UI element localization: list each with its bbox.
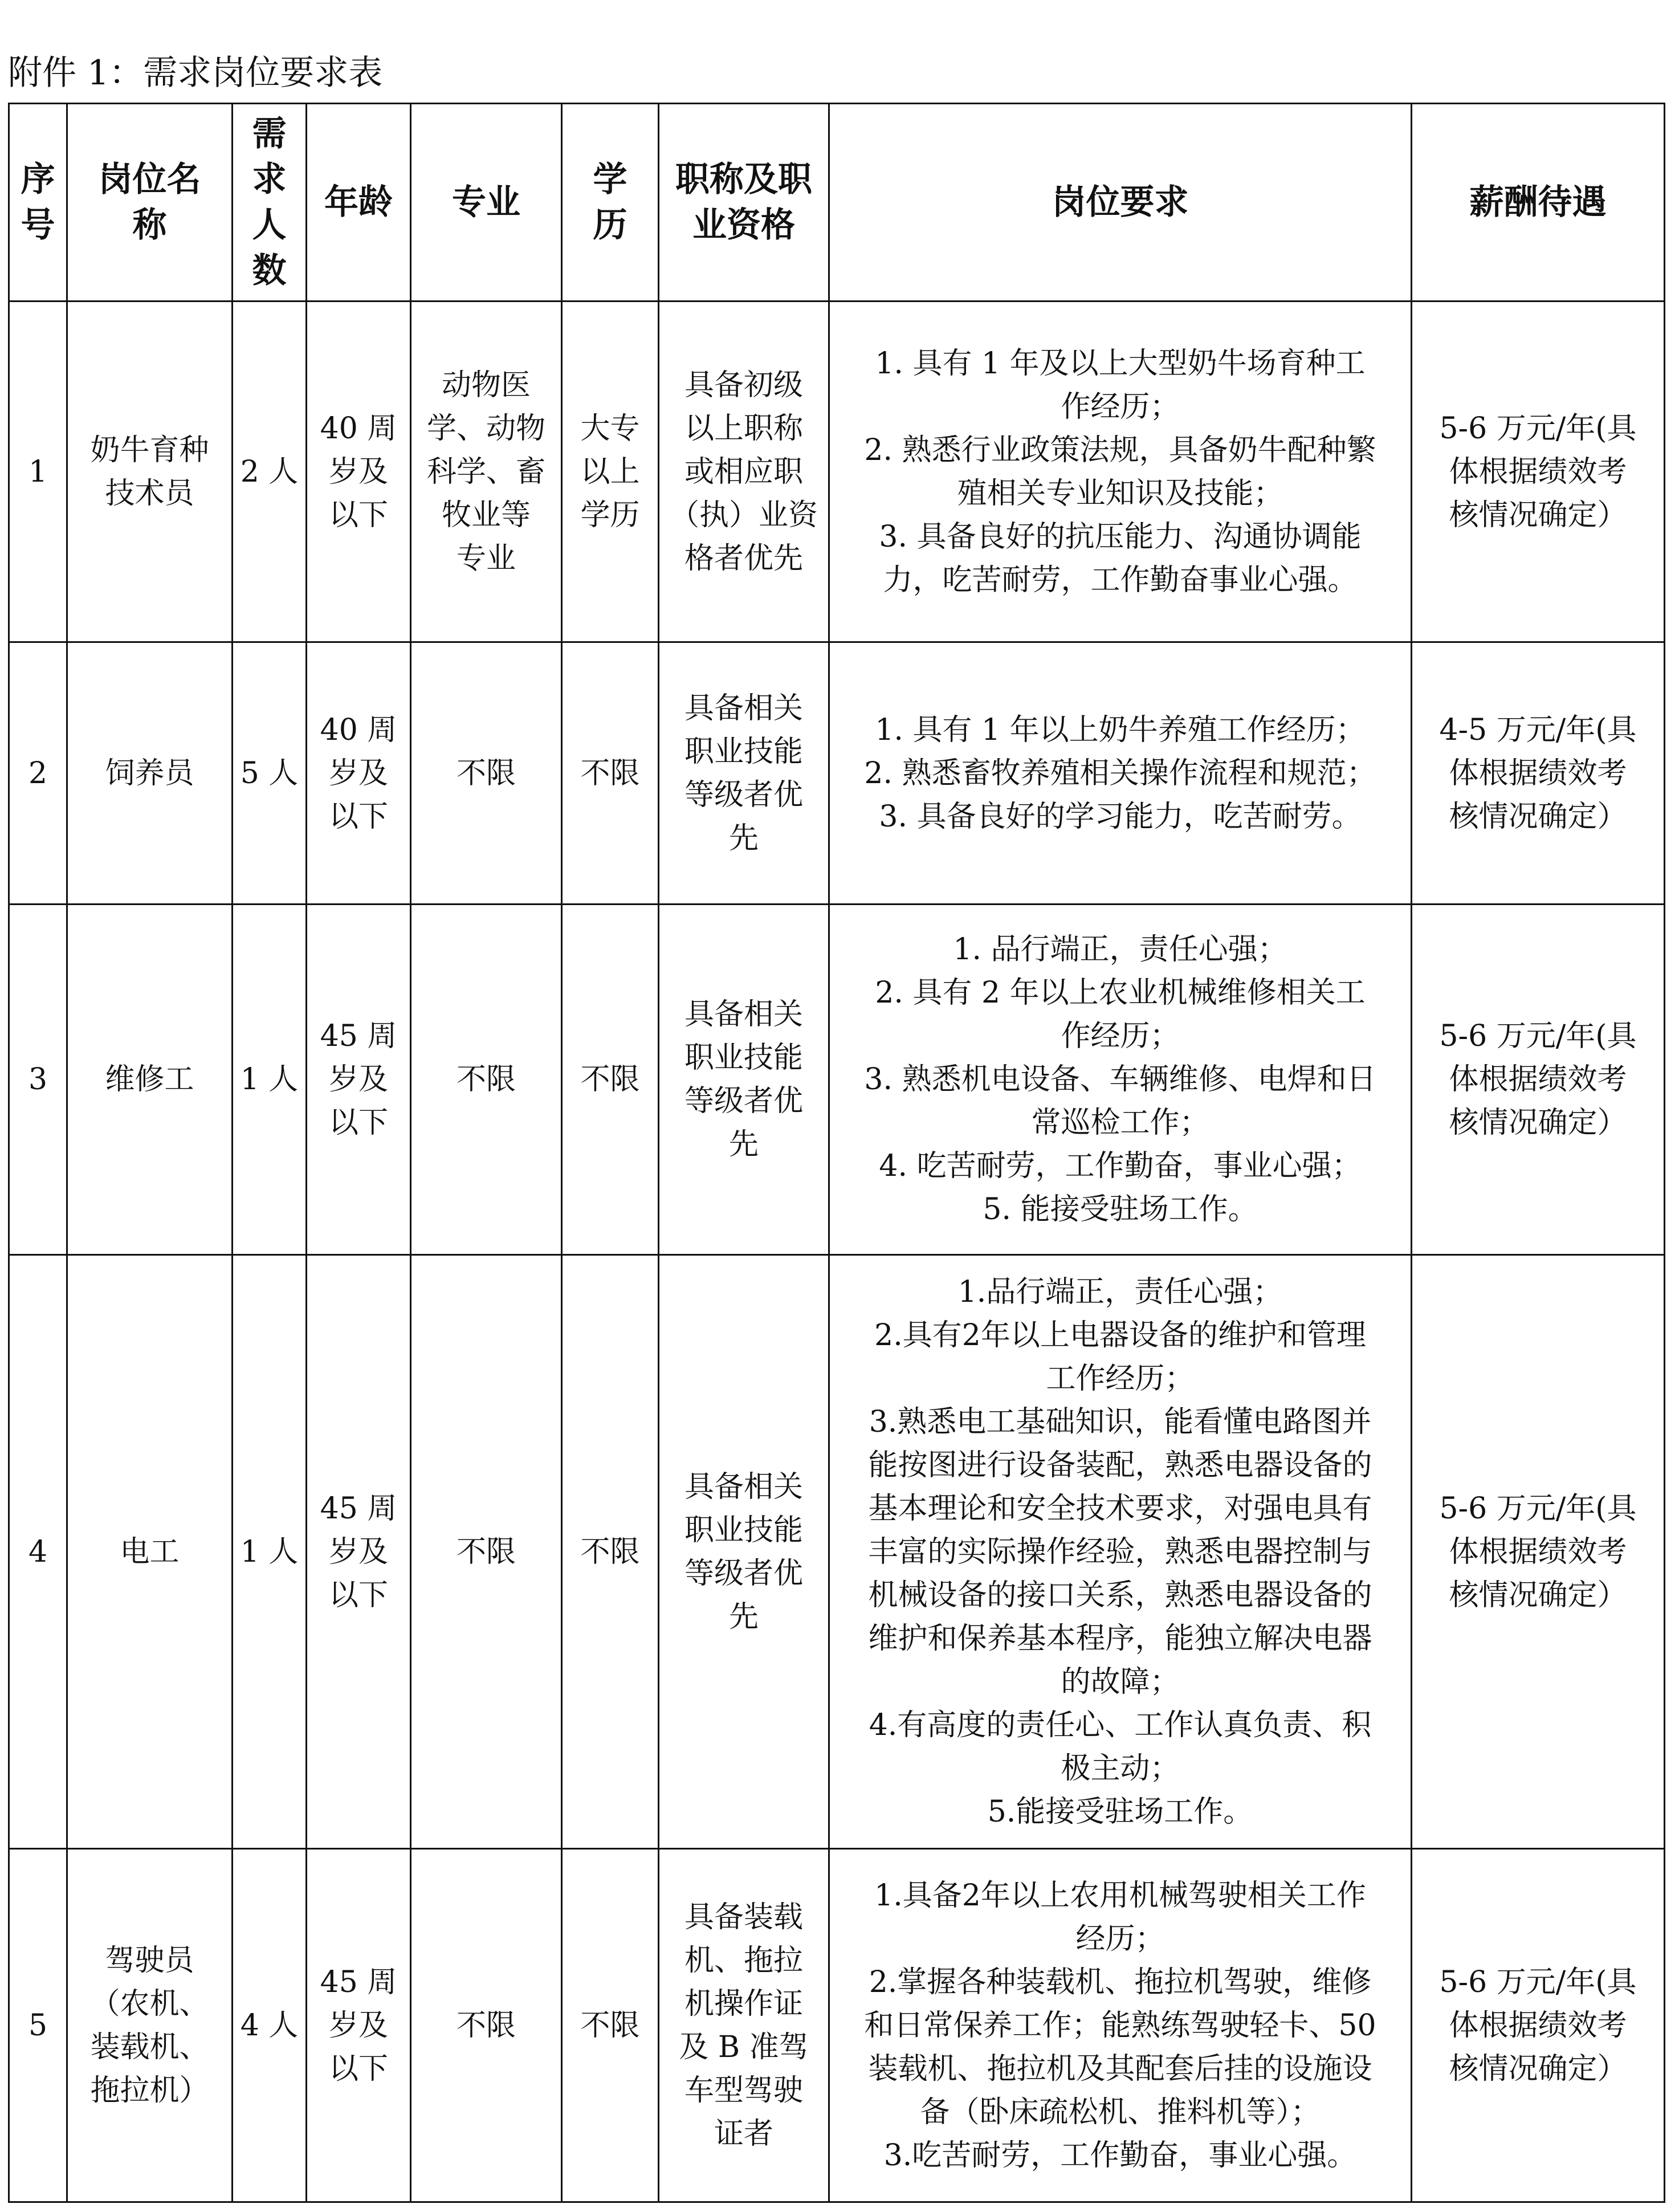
cell-major: 不限 — [411, 1849, 562, 2202]
cell-requirements — [829, 905, 1412, 1255]
cell-position: 电工 — [67, 1255, 233, 1849]
cell-salary: 5-6 万元/年(具 体根据绩效考 核情况确定） — [1412, 905, 1665, 1255]
requirement-item: 2. 熟悉行业政策法规，具备奶牛配种繁 殖相关专业知识及技能； — [864, 433, 1376, 511]
cell-seq: 3 — [9, 905, 67, 1255]
cell-education: 不限 — [562, 1849, 659, 2202]
cell-qualification: 具备装载 机、拖拉 机操作证 及 B 准驾 车型驾驶 证者 — [659, 1849, 829, 2202]
cell-qualification: 具备相关 职业技能 等级者优 先 — [659, 1255, 829, 1849]
table-caption: 附件 1：需求岗位要求表 — [8, 53, 383, 93]
cell-major: 不限 — [411, 642, 562, 905]
cell-seq: 4 — [9, 1255, 67, 1849]
cell-salary: 5-6 万元/年(具 体根据绩效考 核情况确定） — [1412, 1849, 1665, 2202]
requirement-item: 3. 熟悉机电设备、车辆维修、电焊和日 常巡检工作； — [864, 1062, 1376, 1140]
requirement-item: 2.掌握各种装载机、拖拉机驾驶，维修 和日常保养工作；能熟练驾驶轻卡、50 装载机、拖拉机及其配套后挂的设施设 备（卧床疏松机、推料机等）； — [864, 1965, 1376, 2129]
cell-headcount: 4 人 — [233, 1849, 307, 2202]
cell-education: 大专 以上 学历 — [562, 302, 659, 642]
table-row — [9, 905, 1665, 1255]
cell-requirements — [829, 302, 1412, 642]
cell-education: 不限 — [562, 642, 659, 905]
requirement-item: 3. 具备良好的学习能力，吃苦耐劳。 — [879, 799, 1362, 834]
requirement-item: 2. 具有 2 年以上农业机械维修相关工 作经历； — [875, 976, 1366, 1053]
cell-qualification: 具备相关 职业技能 等级者优 先 — [659, 905, 829, 1255]
requirement-item: 1. 品行端正，责任心强； — [953, 932, 1287, 967]
cell-education: 不限 — [562, 1255, 659, 1849]
requirement-item: 3. 具备良好的抗压能力、沟通协调能 力，吃苦耐劳，工作勤奋事业心强。 — [879, 519, 1362, 597]
requirement-item: 2. 熟悉畜牧养殖相关操作流程和规范； — [864, 756, 1376, 791]
header-major: 专业 — [411, 104, 562, 302]
cell-requirements — [829, 642, 1412, 905]
requirement-item: 1. 具有 1 年以上奶牛养殖工作经历； — [875, 712, 1366, 747]
requirement-item: 5.能接受驻场工作。 — [987, 1794, 1253, 1829]
table-row — [9, 642, 1665, 905]
requirement-item: 4. 吃苦耐劳，工作勤奋，事业心强； — [879, 1149, 1362, 1183]
header-requirements: 岗位要求 — [829, 104, 1412, 302]
requirement-item: 3.吃苦耐劳，工作勤奋，事业心强。 — [883, 2138, 1357, 2173]
cell-major: 动物医 学、动物 科学、畜 牧业等 专业 — [411, 302, 562, 642]
requirement-list — [836, 1874, 1405, 2177]
requirements-table — [8, 103, 1665, 2203]
requirement-item: 2.具有2年以上电器设备的维护和管理 工作经历； — [874, 1318, 1366, 1396]
cell-age: 45 周 岁及 以下 — [307, 905, 411, 1255]
cell-age: 40 周 岁及 以下 — [307, 642, 411, 905]
header-seq: 序 号 — [9, 104, 67, 302]
table-row — [9, 1255, 1665, 1849]
cell-position: 饲养员 — [67, 642, 233, 905]
cell-major: 不限 — [411, 905, 562, 1255]
requirement-list — [836, 1270, 1405, 1834]
header-position: 岗位名 称 — [67, 104, 233, 302]
cell-headcount: 1 人 — [233, 905, 307, 1255]
cell-headcount: 1 人 — [233, 1255, 307, 1849]
cell-salary: 4-5 万元/年(具 体根据绩效考 核情况确定） — [1412, 642, 1665, 905]
requirement-item: 3.熟悉电工基础知识，能看懂电路图并 能按图进行设备装配，熟悉电器设备的 基本理论和安全技术要求，对强电具有 丰富的实际操作经验，熟悉电器控制与 机械设备的接口关系，熟悉电器设备的 维护和保养基本程序，能独立解决电器 的故障； — [868, 1404, 1372, 1699]
header-qualification: 职称及职 业资格 — [659, 104, 829, 302]
cell-salary: 5-6 万元/年(具 体根据绩效考 核情况确定） — [1412, 302, 1665, 642]
cell-qualification: 具备相关 职业技能 等级者优 先 — [659, 642, 829, 905]
requirement-item: 1.具备2年以上农用机械驾驶相关工作 经历； — [874, 1878, 1366, 1956]
header-headcount: 需 求 人 数 — [233, 104, 307, 302]
requirement-item: 4.有高度的责任心、工作认真负责、积 极主动； — [869, 1708, 1372, 1786]
cell-major: 不限 — [411, 1255, 562, 1849]
header-row — [9, 104, 1665, 302]
header-age: 年龄 — [307, 104, 411, 302]
requirement-item: 5. 能接受驻场工作。 — [983, 1192, 1258, 1227]
cell-headcount: 2 人 — [233, 302, 307, 642]
cell-age: 45 周 岁及 以下 — [307, 1849, 411, 2202]
cell-education: 不限 — [562, 905, 659, 1255]
requirement-list — [836, 708, 1405, 838]
requirement-list — [836, 928, 1405, 1231]
cell-age: 40 周 岁及 以下 — [307, 302, 411, 642]
cell-position: 驾驶员 （农机、 装载机、 拖拉机） — [67, 1849, 233, 2202]
cell-requirements — [829, 1255, 1412, 1849]
cell-seq: 1 — [9, 302, 67, 642]
requirement-item: 1.品行端正，责任心强； — [957, 1274, 1283, 1309]
cell-position: 奶牛育种 技术员 — [67, 302, 233, 642]
header-education: 学 历 — [562, 104, 659, 302]
cell-age: 45 周 岁及 以下 — [307, 1255, 411, 1849]
cell-requirements — [829, 1849, 1412, 2202]
table-row — [9, 302, 1665, 642]
table-row — [9, 1849, 1665, 2202]
cell-qualification: 具备初级 以上职称 或相应职 （执）业资 格者优先 — [659, 302, 829, 642]
cell-headcount: 5 人 — [233, 642, 307, 905]
cell-seq: 5 — [9, 1849, 67, 2202]
cell-position: 维修工 — [67, 905, 233, 1255]
cell-seq: 2 — [9, 642, 67, 905]
cell-salary: 5-6 万元/年(具 体根据绩效考 核情况确定） — [1412, 1255, 1665, 1849]
requirement-item: 1. 具有 1 年及以上大型奶牛场育种工 作经历； — [875, 346, 1366, 424]
header-salary: 薪酬待遇 — [1412, 104, 1665, 302]
requirement-list — [836, 342, 1405, 602]
